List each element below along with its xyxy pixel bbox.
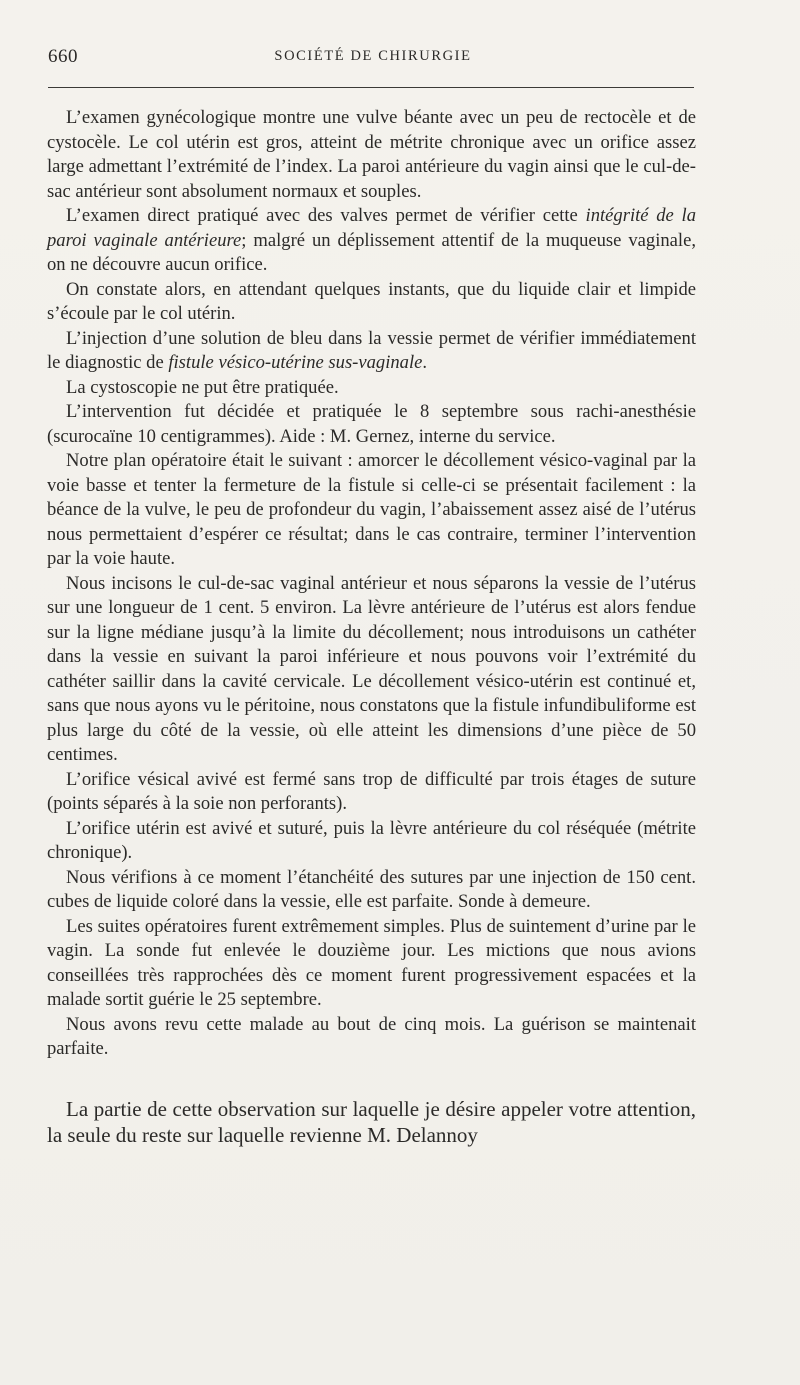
header-rule [48, 87, 694, 88]
paragraph [47, 376, 696, 401]
paragraph-text: Nous avons revu cette malade au bout de cinq mois. La guérison se maintenait parfaite. [47, 1013, 696, 1059]
paragraph [47, 278, 696, 327]
paragraph-text: L’orifice vésical avivé est fermé sans trop de difficulté par trois étages de suture (points séparés à la soie non perforants). [47, 768, 696, 814]
paragraph [47, 204, 696, 278]
paragraph [47, 915, 696, 1013]
page-number: 660 [48, 46, 78, 67]
section-gap [47, 1062, 696, 1096]
paragraph [47, 866, 696, 915]
paragraph-text: Nous vérifions à ce moment l’étanchéité des sutures par une injection de 150 cent. cubes de liquide coloré dans la vessie, elle est parfaite. Sonde à demeure. [47, 866, 696, 912]
paragraph-text: Notre plan opératoire était le suivant : amorcer le décollement vésico-vaginal par la voie basse et tenter la fermeture de la fistule si celle-ci se présentait facilement : la béance de la vulve, le peu de profondeur du vagin, l’abaissement assez aisé de l’utérus nous permettaient d’espérer ce résultat; dans le cas contraire, terminer l’intervention par la voie haute. [47, 450, 696, 569]
paragraph [47, 400, 696, 449]
running-head: SOCIÉTÉ DE CHIRURGIE [274, 48, 472, 64]
paragraph-text: Nous incisons le cul-de-sac vaginal antérieur et nous séparons la vessie de l’utérus sur une longueur de 1 cent. 5 environ. La lèvre antérieure de l’utérus est alors fendue sur la ligne médiane jusqu’à la limite du décollement; nous introduisons un cathéter dans la vessie en suivant la paroi inférieure et nous pouvons voir l’extrémité du cathéter saillir dans la cavité cervicale. Le décollement vésico-utérin est continué et, sans que nous ayons vu le péritoine, nous constatons que la fistule infundibuliforme est plus large du côté de la vessie, où elle atteint les dimensions d’une pièce de 50 centimes. [47, 572, 696, 765]
paragraph-text: On constate alors, en attendant quelques instants, que du liquide clair et limpide s’écoule par le col utérin. [47, 278, 696, 324]
italic-text: fistule vésico-utérine sus-vaginale [168, 352, 423, 373]
paragraph-list [47, 106, 696, 1062]
paragraph [47, 1013, 696, 1062]
page-header [48, 46, 698, 74]
paragraph-text: L’injection d’une solution de bleu dans la vessie permet de vérifier immédiatement le diagnostic de [47, 327, 696, 373]
paragraph-text: . [422, 352, 428, 373]
paragraph [47, 327, 696, 376]
closing-paragraph: La partie de cette observation sur laquelle je désire appeler votre attention, la seule du reste sur laquelle revienne M. Delannoy [47, 1096, 696, 1147]
paragraph [47, 449, 696, 572]
body-text [47, 106, 696, 1148]
paragraph-text: La cystoscopie ne put être pratiquée. [66, 376, 339, 398]
paragraph [47, 817, 696, 866]
italic-text: intégrité de la paroi vaginale antérieure [47, 205, 697, 251]
paragraph [47, 768, 696, 817]
paragraph-text: L’orifice utérin est avivé et suturé, puis la lèvre antérieure du col réséquée (métrite chronique). [47, 817, 696, 863]
paragraph [47, 572, 696, 768]
paragraph-text: ; malgré un déplissement attentif de la muqueuse vaginale, on ne découvre aucun orifice. [47, 229, 696, 275]
paragraph-text: L’examen direct pratiqué avec des valves permet de vérifier cette [66, 205, 586, 226]
paragraph-text: L’intervention fut décidée et pratiquée le 8 septembre sous rachi-anesthésie (scurocaïne 10 centigrammes). Aide : M. Gernez, interne du service. [47, 401, 696, 447]
paragraph-text: Les suites opératoires furent extrêmement simples. Plus de suintement d’urine par le vagin. La sonde fut enlevée le douzième jour. Les mictions que nous avions conseillées très rapprochées dès ce moment furent progressivement espacées et la malade sortit guérie le 25 septembre. [47, 915, 696, 1010]
paragraph-text: L’examen gynécologique montre une vulve béante avec un peu de rectocèle et de cystocèle. Le col utérin est gros, atteint de métrite chronique avec un orifice assez large admettant l’extrémité de l’index. La paroi antérieure du vagin ainsi que le cul-de-sac antérieur sont absolument normaux et souples. [47, 107, 696, 202]
paragraph [47, 106, 696, 204]
